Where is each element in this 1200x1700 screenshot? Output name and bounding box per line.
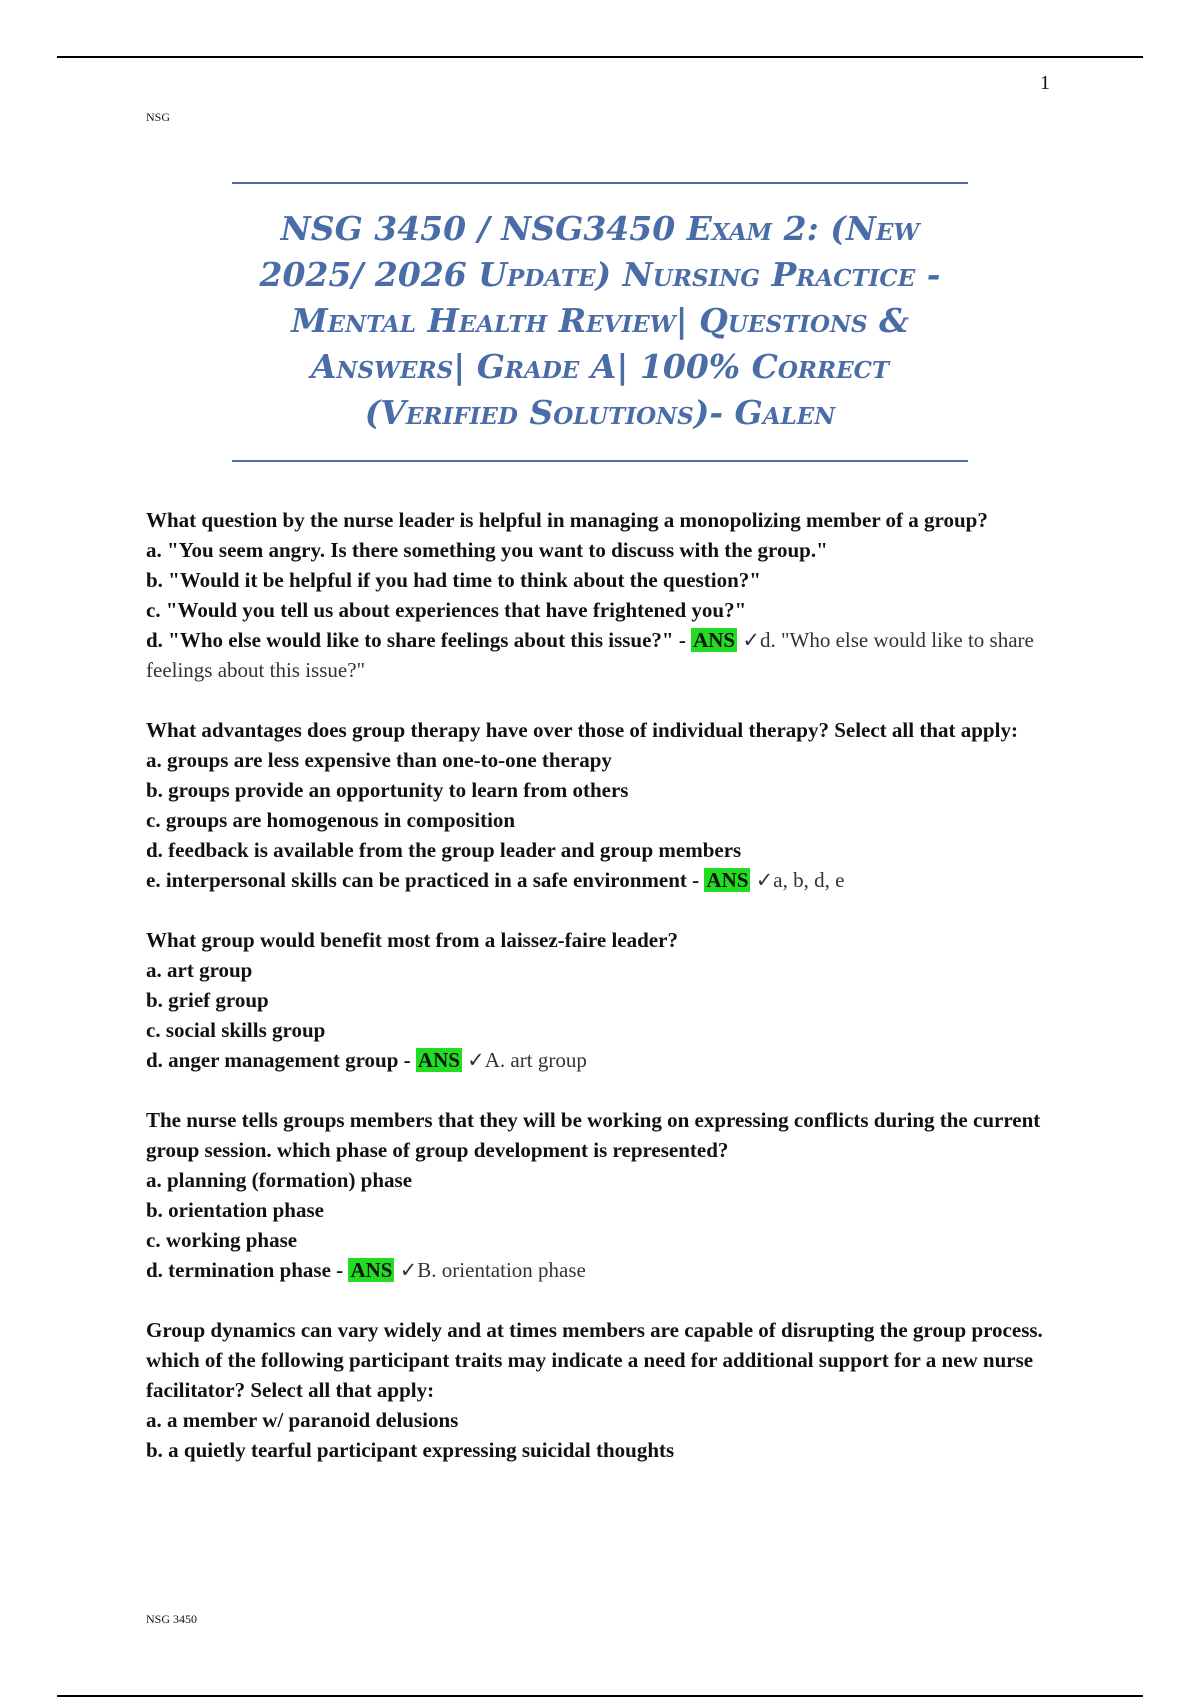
answer-text: ✓A. art group bbox=[461, 1048, 587, 1072]
option: a. art group bbox=[146, 958, 253, 982]
question-text: Group dynamics can vary widely and at times members are capable of disrupting the group process. which of the following participant traits may indicate a need for additional support for a new nurse facilitator? Select all that apply: bbox=[146, 1318, 1043, 1402]
option: d. "Who else would like to share feelings about this issue?" - bbox=[146, 628, 692, 652]
document-title: NSG 3450 / NSG3450 Exam 2: (New 2025/ 2026 Update) Nursing Practice - Mental Health Review| Questions & Answers| Grade A| 100% Correct (Verified Solutions)- Galen bbox=[259, 209, 941, 432]
question-text: What group would benefit most from a laissez-faire leader? bbox=[146, 928, 678, 952]
option: c. working phase bbox=[146, 1228, 298, 1252]
qa-item bbox=[146, 505, 1066, 685]
footer-label: NSG 3450 bbox=[146, 1612, 198, 1626]
answer-text: ✓a, b, d, e bbox=[750, 868, 845, 892]
option: a. a member w/ paranoid delusions bbox=[146, 1408, 459, 1432]
qa-item bbox=[146, 715, 1066, 895]
option: c. social skills group bbox=[146, 1018, 326, 1042]
option: c. "Would you tell us about experiences that have frightened you?" bbox=[146, 598, 747, 622]
question-text: The nurse tells groups members that they will be working on expressing conflicts during the current group session. which phase of group development is represented? bbox=[146, 1108, 1041, 1162]
answer-line bbox=[146, 865, 1066, 895]
question-text: What question by the nurse leader is helpful in managing a monopolizing member of a group? bbox=[146, 508, 988, 532]
ans-highlight: ANS bbox=[706, 868, 749, 892]
qa-item bbox=[146, 1315, 1066, 1465]
option: d. anger management group - bbox=[146, 1048, 416, 1072]
option: b. groups provide an opportunity to learn from others bbox=[146, 778, 629, 802]
option: b. "Would it be helpful if you had time to think about the question?" bbox=[146, 568, 761, 592]
option: a. "You seem angry. Is there something you want to discuss with the group." bbox=[146, 538, 828, 562]
option: a. groups are less expensive than one-to-one therapy bbox=[146, 748, 612, 772]
answer-text: ✓d. "Who else would like to share feelings about this issue?" bbox=[146, 628, 1034, 682]
qa-list bbox=[146, 505, 1066, 1495]
option: d. feedback is available from the group leader and group members bbox=[146, 838, 742, 862]
option: b. a quietly tearful participant expressing suicidal thoughts bbox=[146, 1438, 675, 1462]
question-text: What advantages does group therapy have over those of individual therapy? Select all that apply: bbox=[146, 718, 1018, 742]
page-number: 1 bbox=[1040, 72, 1050, 94]
option: a. planning (formation) phase bbox=[146, 1168, 413, 1192]
option: c. groups are homogenous in composition bbox=[146, 808, 516, 832]
option: b. grief group bbox=[146, 988, 269, 1012]
option: d. termination phase - bbox=[146, 1258, 349, 1282]
ans-highlight: ANS bbox=[693, 628, 736, 652]
option: b. orientation phase bbox=[146, 1198, 324, 1222]
answer-line bbox=[146, 625, 1066, 685]
ans-highlight: ANS bbox=[417, 1048, 460, 1072]
title-block bbox=[232, 182, 968, 462]
qa-item bbox=[146, 1105, 1066, 1285]
qa-item bbox=[146, 925, 1066, 1075]
ans-highlight: ANS bbox=[350, 1258, 393, 1282]
answer-line bbox=[146, 1045, 1066, 1075]
option: e. interpersonal skills can be practiced in a safe environment - bbox=[146, 868, 705, 892]
bottom-rule bbox=[57, 1695, 1143, 1697]
top-rule bbox=[57, 56, 1143, 58]
answer-text: ✓B. orientation phase bbox=[394, 1258, 586, 1282]
header-label: NSG bbox=[146, 110, 171, 124]
answer-line bbox=[146, 1255, 1066, 1285]
